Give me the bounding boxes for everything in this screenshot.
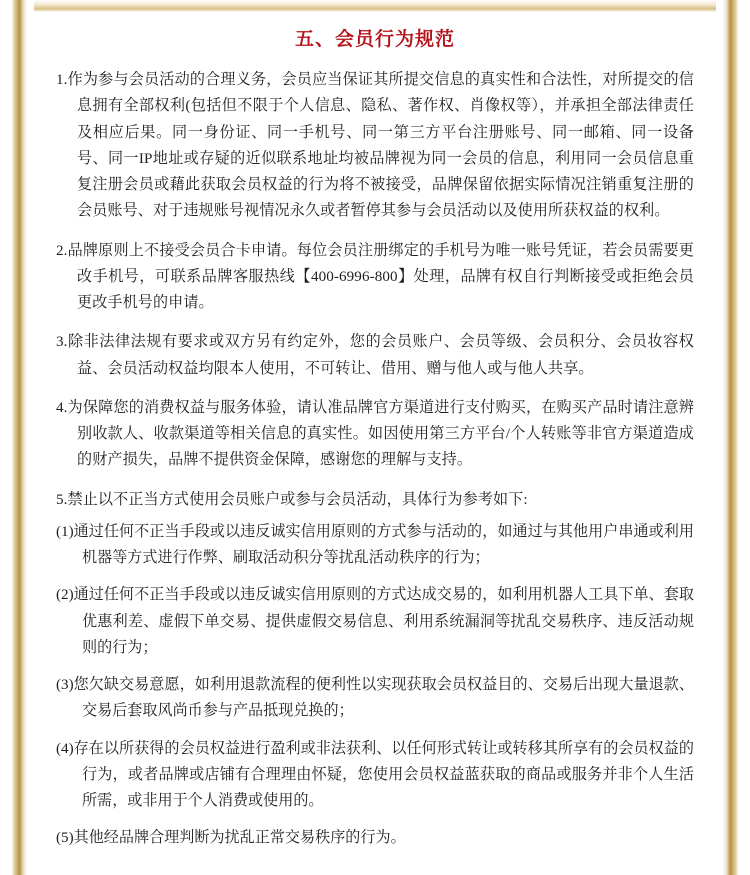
clause-number-3: 3. (56, 334, 68, 351)
clause-number-1: 1. (56, 72, 68, 88)
clause-paragraph-3 (56, 329, 694, 382)
clause-number-5: 5. (56, 491, 68, 508)
sub-item-text-2: 通过任何不正当手段或以违反诚实信用原则的方式达成交易的，如利用机器人工具下单、套取优惠利差、虚假下单交易、提供虚假交易信息、利用系统漏洞等扰乱交易秩序、违反活动规则的行为； (73, 587, 694, 656)
clause-text-1: 作为参与会员活动的合理义务，会员应当保证其所提交信息的真实性和合法性，对所提交的信息拥有全部权利(包括但不限于个人信息、隐私、著作权、肖像权等），并承担全部法律责任及相应后果。同一身份证、同一手机号、同一第三方平台注册账号、同一邮箱、同一设备号、同一IP地址或存疑的近似联系地址均被品牌视为同一会员的信息，利用同一会员信息重复注册会员或藉此获取会员权益的行为将不被接受，品牌保留依据实际情况注销重复注册的会员账号、对于违规账号视情况永久或者暂停其参与会员活动以及使用所获权益的权利。 (67, 72, 694, 220)
clause-text-4: 为保障您的消费权益与服务体验，请认准品牌官方渠道进行支付购买，在购买产品时请注意辨别收款人、收款渠道等相关信息的真实性。如因使用第三方平台/个人转账等非官方渠道造成的财产损失，品牌不提供资金保障，感谢您的理解与支持。 (67, 399, 694, 469)
sub-item-1 (56, 519, 694, 572)
clause-text-5: 禁止以不正当方式使用会员账户或参与会员活动，具体行为参考如下: (67, 491, 528, 508)
sub-item-2 (56, 582, 694, 661)
sub-item-marker-3: (3) (56, 677, 74, 693)
section-title: 五、会员行为规范 (294, 29, 455, 50)
sub-item-marker-4: (4) (56, 740, 74, 757)
clause-text-2: 品牌原则上不接受会员合卡申请。每位会员注册绑定的手机号为唯一账号凭证，若会员需要更改手机号，可联系品牌客服热线【400-6996-800】处理，品牌有权自行判断接受或拒绝会员更改手机号的申请。 (67, 242, 694, 311)
document-content (34, 0, 716, 875)
sub-item-text-1: 通过任何不正当手段或以违反诚实信用原则的方式参与活动的，如通过与其他用户串通或利用机器等方式进行作弊、刷取活动积分等扰乱活动秩序的行为； (73, 523, 694, 566)
decorative-right-border (716, 0, 750, 875)
clause-number-2: 2. (56, 242, 68, 259)
decorative-left-border (0, 0, 34, 875)
sub-item-marker-2: (2) (56, 587, 74, 604)
sub-item-text-3: 您欠缺交易意愿，如利用退款流程的便利性以实现获取会员权益目的、交易后出现大量退款、交易后套取风尚币参与产品抵现兑换的； (73, 677, 694, 720)
sub-item-3 (56, 672, 694, 725)
sub-item-5 (56, 825, 694, 851)
sub-item-text-5: 其他经品牌合理判断为扰乱正常交易秩序的行为。 (73, 830, 406, 847)
clause-paragraph-4 (56, 395, 694, 474)
clause-text-3: 除非法律法规有要求或双方另有约定外，您的会员账户、会员等级、会员积分、会员妆容权益、会员活动权益均限本人使用，不可转让、借用、赠与他人或与他人共享。 (67, 334, 694, 377)
clause-paragraph-5 (56, 487, 694, 513)
clause-paragraph-2 (56, 238, 694, 317)
sub-item-4 (56, 736, 694, 815)
clause-paragraph-1 (56, 67, 694, 225)
sub-item-marker-1: (1) (56, 523, 74, 540)
sub-item-text-4: 存在以所获得的会员权益进行盈利或非法获利、以任何形式转让或转移其所享有的会员权益的行为，或者品牌或店铺有合理理由怀疑，您使用会员权益蓝获取的商品或服务并非个人生活所需，或非用于个人消费或使用的。 (73, 740, 694, 809)
clause-number-4: 4. (56, 399, 68, 416)
sub-item-marker-5: (5) (56, 830, 74, 847)
clause-5-sub-list (56, 519, 694, 852)
